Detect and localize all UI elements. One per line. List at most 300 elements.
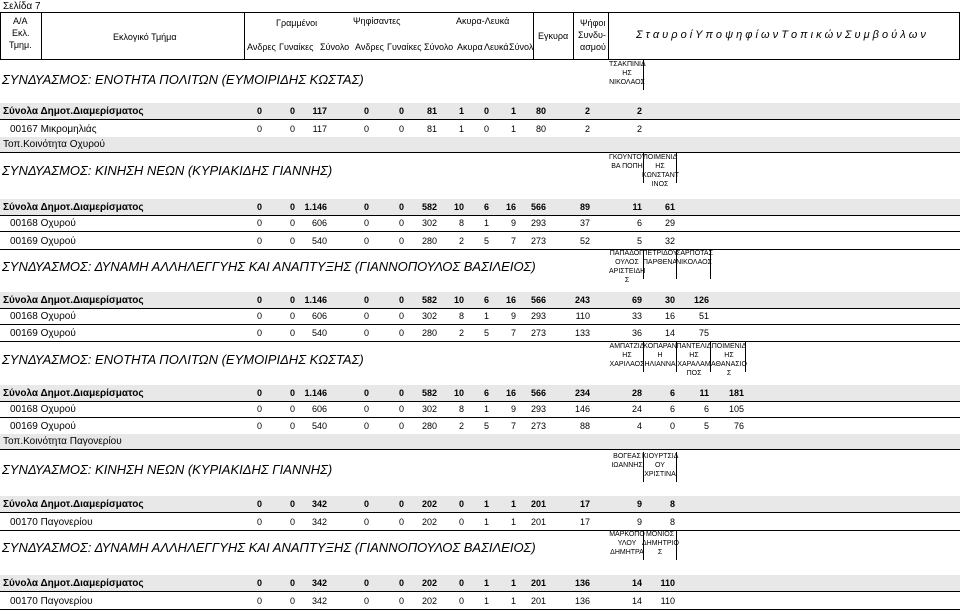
coalition-title: ΣΥΝΔΥΑΣΜΟΣ: ΔΥΝΑΜΗ ΑΛΛΗΛΕΓΓΥΗΣ ΚΑΙ ΑΝΑΠΤΥΞΗΣ (ΓΙΑΝΝΟΠΟΥΛΟΣ ΒΑΣΙΛΕΙΟΣ) bbox=[2, 540, 536, 555]
table-cell: 0 bbox=[256, 421, 262, 431]
table-cell: 0 bbox=[256, 388, 262, 398]
table-cell: 0 bbox=[289, 295, 295, 305]
table-cell: 16 bbox=[664, 311, 675, 321]
table-cell: 5 bbox=[703, 421, 709, 431]
table-cell: 566 bbox=[530, 295, 546, 305]
table-row-label: Σύνολα Δημοτ.Διαμερίσματος bbox=[3, 106, 144, 117]
candidate-name: ΠΑΠΑΔΟΠ ΟΥΛΟΣ ΑΡΙΣΤΕΙΔΗ Σ bbox=[609, 250, 646, 284]
table-cell: 9 bbox=[636, 517, 642, 527]
table-cell: 1 bbox=[510, 517, 516, 527]
table-cell: 2 bbox=[458, 328, 464, 338]
row-rule bbox=[0, 308, 960, 309]
table-cell: 0 bbox=[289, 202, 295, 212]
table-cell: 273 bbox=[530, 236, 546, 246]
table-cell: 0 bbox=[363, 328, 369, 338]
table-cell: 9 bbox=[510, 404, 516, 414]
psifoi-cell bbox=[578, 293, 602, 308]
header-gynaikes2: Γυναίκες bbox=[387, 42, 422, 52]
table-cell: 540 bbox=[311, 236, 327, 246]
table-cell: 0 bbox=[289, 106, 295, 116]
table-cell: 1 bbox=[483, 517, 489, 527]
candidate-name: ΜΟΝΙΟΣ ΔΗΜΗΤΡΙΟ Σ bbox=[642, 531, 679, 556]
table-cell: 293 bbox=[530, 218, 546, 228]
table-row-label: 00170 Παγονερίου bbox=[10, 596, 93, 607]
psifoi-cell bbox=[578, 200, 602, 215]
candidate-divider bbox=[676, 452, 677, 482]
table-cell: 0 bbox=[256, 124, 262, 134]
header-akyra-leuka: Ακυρα-Λευκά bbox=[456, 16, 510, 26]
hdr-divider bbox=[533, 12, 534, 60]
table-row-label: 00170 Παγονερίου bbox=[10, 517, 93, 528]
header-tmim: Τμημ. bbox=[9, 40, 32, 50]
hdr-divider bbox=[608, 12, 609, 60]
table-cell: 5 bbox=[483, 421, 489, 431]
table-cell: 0 bbox=[256, 106, 262, 116]
table-cell: 36 bbox=[631, 328, 642, 338]
table-cell: 0 bbox=[256, 517, 262, 527]
table-cell: 293 bbox=[530, 404, 546, 414]
table-cell: 342 bbox=[311, 596, 327, 606]
psifoi-cell bbox=[578, 594, 602, 609]
psifoi-cell bbox=[578, 326, 602, 341]
candidate-divider bbox=[676, 530, 677, 560]
row-rule bbox=[0, 401, 960, 402]
psifoi-cell bbox=[578, 576, 602, 591]
table-cell: 5 bbox=[483, 236, 489, 246]
row-rule bbox=[0, 249, 960, 250]
header-synol3: Σύνολ bbox=[509, 42, 534, 52]
table-row-label: Σύνολα Δημοτ.Διαμερίσματος bbox=[3, 295, 144, 306]
header-stavroi: Σ τ α υ ρ ο ί Υ π ο ψ η φ ί ω ν Τ ο π ι κ ώ ν Σ υ μ β ο ύ λ ω ν bbox=[636, 29, 926, 41]
table-cell: 146 bbox=[574, 404, 590, 414]
candidate-name: ΤΣΑΚΠΙΝΙΔ ΗΣ ΝΙΚΟΛΑΟΣ bbox=[609, 61, 646, 86]
table-cell: 1 bbox=[483, 578, 489, 588]
table-cell: 582 bbox=[421, 202, 437, 212]
table-cell: 181 bbox=[728, 388, 744, 398]
table-cell: 0 bbox=[458, 517, 464, 527]
table-row-label: 00168 Οχυρού bbox=[10, 404, 76, 415]
candidate-name: ΠΕΤΡΙΔΟΥ ΠΑΡΘΕΝΑ bbox=[642, 250, 678, 266]
candidate-name: ΜΑΡΚΟΠΟ ΥΛΟΥ ΔΗΜΗΤΡΑ bbox=[609, 531, 645, 556]
table-cell: 7 bbox=[510, 328, 516, 338]
coalition-title: ΣΥΝΔΥΑΣΜΟΣ: ΕΝΟΤΗΤΑ ΠΟΛΙΤΩΝ (ΕΥΜΟΙΡΙΔΗΣ ΚΩΣΤΑΣ) bbox=[2, 352, 364, 367]
candidate-name: ΑΜΠΑΤΖΙΔ ΗΣ ΧΑΡΙΛΑΟΣ bbox=[609, 343, 645, 368]
table-cell: 0 bbox=[256, 311, 262, 321]
header-synolo2: Σύνολο bbox=[424, 42, 454, 52]
row-rule bbox=[0, 324, 960, 325]
header-akyra: Ακυρα bbox=[457, 42, 483, 52]
table-cell: 11 bbox=[632, 202, 642, 212]
table-cell: 0 bbox=[363, 295, 369, 305]
table-cell: 52 bbox=[579, 236, 590, 246]
psifoi-cell bbox=[578, 497, 602, 512]
table-row-label: 00167 Μικρομηλιάς bbox=[10, 124, 97, 135]
table-cell: 0 bbox=[363, 499, 369, 509]
row-rule bbox=[0, 530, 960, 531]
header-section: Εκλογικό Τμήμα bbox=[113, 32, 177, 42]
table-cell: 201 bbox=[530, 596, 546, 606]
table-cell: 0 bbox=[363, 517, 369, 527]
table-cell: 17 bbox=[579, 517, 590, 527]
table-cell: 1 bbox=[510, 578, 516, 588]
table-cell: 0 bbox=[398, 421, 404, 431]
header-leuka: Λευκά bbox=[484, 42, 509, 52]
row-rule bbox=[0, 417, 960, 418]
table-cell: 0 bbox=[289, 421, 295, 431]
table-cell: 201 bbox=[530, 517, 546, 527]
row-rule bbox=[0, 449, 960, 450]
table-cell: 201 bbox=[530, 578, 546, 588]
table-cell: 0 bbox=[458, 578, 464, 588]
table-cell: 136 bbox=[574, 596, 590, 606]
table-cell: 0 bbox=[289, 388, 295, 398]
table-cell: 11 bbox=[699, 388, 709, 398]
table-cell: 117 bbox=[312, 106, 327, 116]
table-cell: 0 bbox=[458, 596, 464, 606]
table-cell: 1 bbox=[458, 124, 464, 134]
table-cell: 0 bbox=[289, 596, 295, 606]
psifoi-cell bbox=[578, 419, 602, 434]
table-cell: 0 bbox=[398, 328, 404, 338]
header-gynaikes: Γυναίκες bbox=[279, 42, 314, 52]
table-cell: 540 bbox=[311, 421, 327, 431]
candidate-divider bbox=[643, 60, 644, 90]
candidate-divider bbox=[745, 342, 746, 372]
table-cell: 6 bbox=[636, 218, 642, 228]
table-row-label: Σύνολα Δημοτ.Διαμερίσματος bbox=[3, 202, 144, 213]
psifoi-cell bbox=[578, 515, 602, 530]
header-synd: Συνδυ- bbox=[578, 30, 606, 40]
header-asmou: ασμού bbox=[580, 42, 606, 52]
coalition-title: ΣΥΝΔΥΑΣΜΟΣ: ΚΙΝΗΣΗ ΝΕΩΝ (ΚΥΡΙΑΚΙΔΗΣ ΓΙΑΝΝΗΣ) bbox=[2, 462, 333, 477]
table-cell: 105 bbox=[728, 404, 744, 414]
table-cell: 16 bbox=[505, 295, 516, 305]
table-cell: 302 bbox=[421, 404, 437, 414]
table-cell: 51 bbox=[698, 311, 709, 321]
table-cell: 606 bbox=[311, 311, 327, 321]
table-cell: 0 bbox=[256, 295, 262, 305]
table-cell: 1 bbox=[483, 311, 489, 321]
row-rule bbox=[0, 512, 960, 513]
table-cell: 1.146 bbox=[304, 295, 327, 305]
table-cell: 110 bbox=[575, 311, 590, 321]
psifoi-cell bbox=[578, 104, 602, 119]
table-cell: 126 bbox=[693, 295, 709, 305]
table-cell: 0 bbox=[398, 404, 404, 414]
table-cell: 80 bbox=[535, 106, 546, 116]
table-cell: 0 bbox=[398, 388, 404, 398]
table-cell: 606 bbox=[311, 404, 327, 414]
table-cell: 0 bbox=[363, 421, 369, 431]
table-cell: 8 bbox=[458, 218, 464, 228]
table-row-label: 00169 Οχυρού bbox=[10, 236, 76, 247]
table-cell: 133 bbox=[574, 328, 590, 338]
table-cell: 540 bbox=[311, 328, 327, 338]
table-cell: 0 bbox=[256, 499, 262, 509]
candidate-divider bbox=[710, 249, 711, 279]
table-cell: 0 bbox=[289, 311, 295, 321]
table-cell: 2 bbox=[458, 236, 464, 246]
candidate-name: ΣΑΡΠΟΤΑΣ ΝΙΚΟΛΑΟΣ bbox=[676, 250, 713, 266]
table-cell: 2 bbox=[584, 106, 590, 116]
table-cell: 243 bbox=[574, 295, 590, 305]
table-cell: 7 bbox=[510, 421, 516, 431]
header-andres2: Ανδρες bbox=[355, 42, 384, 52]
header-synolo: Σύνολο bbox=[320, 42, 350, 52]
table-cell: 0 bbox=[398, 578, 404, 588]
table-cell: 202 bbox=[421, 596, 437, 606]
table-cell: 2 bbox=[636, 106, 642, 116]
header-grammenoi: Γραμμένοι bbox=[276, 18, 318, 28]
row-rule bbox=[0, 119, 960, 120]
psifoi-cell bbox=[578, 216, 602, 231]
table-cell: 4 bbox=[636, 421, 642, 431]
table-cell: 1 bbox=[483, 404, 489, 414]
table-cell: 273 bbox=[530, 421, 546, 431]
psifoi-cell bbox=[578, 234, 602, 249]
table-cell: 14 bbox=[631, 578, 642, 588]
candidate-name: ΠΟΙΜΕΝΙΔ ΗΣ ΑΘΑΝΑΣΙΟ Σ bbox=[711, 343, 747, 377]
table-cell: 234 bbox=[574, 388, 590, 398]
table-row-label: Σύνολα Δημοτ.Διαμερίσματος bbox=[3, 388, 144, 399]
table-cell: 117 bbox=[312, 124, 327, 134]
table-cell: 202 bbox=[421, 499, 437, 509]
table-cell: 5 bbox=[636, 236, 642, 246]
candidate-divider bbox=[676, 153, 677, 183]
table-cell: 76 bbox=[733, 421, 744, 431]
table-cell: 14 bbox=[664, 328, 675, 338]
topo-label: Τοπ.Κοινότητα Παγονερίου bbox=[3, 436, 122, 447]
psifoi-cell bbox=[578, 402, 602, 417]
table-cell: 1 bbox=[458, 106, 464, 116]
psifoi-cell bbox=[578, 122, 602, 137]
table-cell: 0 bbox=[363, 202, 369, 212]
table-cell: 29 bbox=[664, 218, 675, 228]
table-cell: 136 bbox=[574, 578, 590, 588]
table-cell: 0 bbox=[256, 578, 262, 588]
table-cell: 280 bbox=[421, 421, 437, 431]
table-cell: 0 bbox=[398, 202, 404, 212]
header-frame bbox=[0, 12, 960, 60]
table-row-label: Σύνολα Δημοτ.Διαμερίσματος bbox=[3, 578, 144, 589]
hdr-divider bbox=[573, 12, 574, 60]
row-rule bbox=[0, 591, 960, 592]
coalition-title: ΣΥΝΔΥΑΣΜΟΣ: ΕΝΟΤΗΤΑ ΠΟΛΙΤΩΝ (ΕΥΜΟΙΡΙΔΗΣ ΚΩΣΤΑΣ) bbox=[2, 72, 364, 87]
candidate-name: ΒΟΓΕΑΣ ΙΩΑΝΝΗΣ bbox=[611, 453, 643, 469]
table-cell: 0 bbox=[363, 596, 369, 606]
table-cell: 2 bbox=[458, 421, 464, 431]
table-cell: 280 bbox=[421, 236, 437, 246]
candidate-name: ΚΟΠΑΡΑΝ Η ΗΛΙΑΝΝΑ bbox=[643, 343, 677, 368]
candidate-name: ΓΚΟΥΝΤΟΥ ΒΑ ΠΟΠΗ bbox=[609, 154, 647, 170]
table-cell: 0 bbox=[398, 218, 404, 228]
table-cell: 0 bbox=[256, 236, 262, 246]
table-cell: 302 bbox=[421, 311, 437, 321]
hdr-divider bbox=[41, 12, 42, 60]
table-cell: 1 bbox=[510, 499, 516, 509]
table-cell: 1 bbox=[510, 106, 516, 116]
header-ekl: Εκλ. bbox=[12, 28, 30, 38]
table-cell: 201 bbox=[530, 499, 546, 509]
table-cell: 16 bbox=[505, 202, 516, 212]
topo-label: Τοπ.Κοινότητα Οχυρού bbox=[3, 139, 105, 150]
table-cell: 0 bbox=[483, 124, 489, 134]
table-cell: 81 bbox=[426, 106, 437, 116]
table-cell: 0 bbox=[289, 404, 295, 414]
table-cell: 566 bbox=[530, 388, 546, 398]
candidate-name: ΠΟΙΜΕΝΙΔ ΗΣ ΚΩΝΣΤΑΝΤ ΙΝΟΣ bbox=[642, 154, 680, 188]
table-cell: 9 bbox=[510, 218, 516, 228]
table-cell: 0 bbox=[363, 236, 369, 246]
table-cell: 0 bbox=[363, 106, 369, 116]
table-cell: 0 bbox=[669, 421, 675, 431]
table-cell: 8 bbox=[669, 517, 675, 527]
header-psifisantes: Ψηφίσαντες bbox=[353, 16, 401, 26]
table-cell: 606 bbox=[311, 218, 327, 228]
table-cell: 280 bbox=[421, 328, 437, 338]
row-rule bbox=[0, 231, 960, 232]
table-cell: 0 bbox=[289, 328, 295, 338]
table-cell: 1 bbox=[483, 499, 489, 509]
table-cell: 582 bbox=[421, 388, 437, 398]
table-cell: 0 bbox=[289, 218, 295, 228]
table-cell: 1 bbox=[510, 596, 516, 606]
table-cell: 0 bbox=[363, 218, 369, 228]
table-cell: 0 bbox=[289, 499, 295, 509]
hdr-divider bbox=[244, 12, 245, 60]
table-row-label: 00169 Οχυρού bbox=[10, 421, 76, 432]
header-andres: Ανδρες bbox=[247, 42, 276, 52]
table-cell: 0 bbox=[363, 578, 369, 588]
row-rule bbox=[0, 215, 960, 216]
topo-shade bbox=[0, 434, 960, 449]
table-cell: 110 bbox=[660, 578, 675, 588]
table-cell: 2 bbox=[584, 124, 590, 134]
table-cell: 0 bbox=[289, 124, 295, 134]
table-cell: 10 bbox=[453, 295, 464, 305]
table-cell: 7 bbox=[510, 236, 516, 246]
psifoi-cell bbox=[578, 309, 602, 324]
table-cell: 0 bbox=[256, 596, 262, 606]
table-cell: 0 bbox=[398, 236, 404, 246]
table-cell: 0 bbox=[289, 578, 295, 588]
table-cell: 32 bbox=[664, 236, 675, 246]
table-cell: 0 bbox=[256, 202, 262, 212]
coalition-title: ΣΥΝΔΥΑΣΜΟΣ: ΔΥΝΑΜΗ ΑΛΛΗΛΕΓΓΥΗΣ ΚΑΙ ΑΝΑΠΤΥΞΗΣ (ΓΙΑΝΝΟΠΟΥΛΟΣ ΒΑΣΙΛΕΙΟΣ) bbox=[2, 259, 536, 274]
table-cell: 28 bbox=[631, 388, 642, 398]
table-cell: 0 bbox=[363, 311, 369, 321]
table-cell: 0 bbox=[363, 124, 369, 134]
table-cell: 0 bbox=[458, 499, 464, 509]
table-cell: 0 bbox=[398, 124, 404, 134]
table-cell: 88 bbox=[579, 421, 590, 431]
table-cell: 6 bbox=[483, 202, 489, 212]
table-cell: 1.146 bbox=[304, 202, 327, 212]
table-cell: 8 bbox=[458, 311, 464, 321]
table-cell: 1 bbox=[483, 596, 489, 606]
table-cell: 69 bbox=[631, 295, 642, 305]
table-cell: 75 bbox=[698, 328, 709, 338]
table-cell: 302 bbox=[421, 218, 437, 228]
candidate-name: ΚΙΟΥΡΤΣΙΔ ΟΥ ΧΡΙΣΤΙΝΑ bbox=[642, 453, 679, 478]
table-cell: 14 bbox=[631, 596, 642, 606]
table-cell: 0 bbox=[256, 404, 262, 414]
table-cell: 342 bbox=[311, 578, 327, 588]
table-cell: 16 bbox=[505, 388, 516, 398]
table-cell: 30 bbox=[664, 295, 675, 305]
table-cell: 342 bbox=[311, 517, 327, 527]
table-cell: 5 bbox=[483, 328, 489, 338]
header-psifoi: Ψήφοι bbox=[580, 18, 606, 28]
table-cell: 0 bbox=[256, 218, 262, 228]
table-cell: 0 bbox=[398, 499, 404, 509]
table-cell: 0 bbox=[256, 328, 262, 338]
topo-shade bbox=[0, 137, 960, 152]
candidate-name: ΠΑΝΤΕΛΙΔ ΗΣ ΧΑΡΑΛΑΜ ΠΟΣ bbox=[676, 343, 712, 377]
table-cell: 0 bbox=[398, 295, 404, 305]
table-cell: 273 bbox=[530, 328, 546, 338]
table-cell: 293 bbox=[530, 311, 546, 321]
table-cell: 10 bbox=[453, 388, 464, 398]
table-cell: 6 bbox=[669, 404, 675, 414]
table-cell: 80 bbox=[535, 124, 546, 134]
table-cell: 33 bbox=[631, 311, 642, 321]
coalition-title: ΣΥΝΔΥΑΣΜΟΣ: ΚΙΝΗΣΗ ΝΕΩΝ (ΚΥΡΙΑΚΙΔΗΣ ΓΙΑΝΝΗΣ) bbox=[2, 163, 333, 178]
table-cell: 81 bbox=[426, 124, 437, 134]
table-cell: 6 bbox=[669, 388, 675, 398]
table-cell: 342 bbox=[311, 499, 327, 509]
table-cell: 89 bbox=[579, 202, 590, 212]
table-cell: 202 bbox=[421, 517, 437, 527]
table-cell: 0 bbox=[398, 311, 404, 321]
table-cell: 1 bbox=[510, 124, 516, 134]
header-egkyra: Εγκυρα bbox=[538, 31, 569, 41]
row-rule bbox=[0, 152, 960, 153]
table-cell: 9 bbox=[636, 499, 642, 509]
page-title: Σελίδα 7 bbox=[3, 1, 41, 12]
table-cell: 8 bbox=[669, 499, 675, 509]
table-cell: 0 bbox=[363, 404, 369, 414]
table-cell: 10 bbox=[453, 202, 464, 212]
table-cell: 0 bbox=[483, 106, 489, 116]
table-cell: 0 bbox=[289, 236, 295, 246]
table-cell: 2 bbox=[636, 124, 642, 134]
table-cell: 1.146 bbox=[304, 388, 327, 398]
table-cell: 566 bbox=[530, 202, 546, 212]
table-cell: 6 bbox=[703, 404, 709, 414]
table-cell: 0 bbox=[398, 517, 404, 527]
table-cell: 37 bbox=[579, 218, 590, 228]
table-cell: 9 bbox=[510, 311, 516, 321]
table-cell: 202 bbox=[421, 578, 437, 588]
table-cell: 8 bbox=[458, 404, 464, 414]
table-row-label: 00168 Οχυρού bbox=[10, 311, 76, 322]
table-cell: 0 bbox=[363, 388, 369, 398]
header-ae: Α/Α bbox=[13, 16, 28, 26]
table-cell: 0 bbox=[398, 596, 404, 606]
table-cell: 0 bbox=[398, 106, 404, 116]
table-row-label: 00168 Οχυρού bbox=[10, 218, 76, 229]
table-row-label: 00169 Οχυρού bbox=[10, 328, 76, 339]
table-cell: 17 bbox=[579, 499, 590, 509]
table-cell: 0 bbox=[289, 517, 295, 527]
table-cell: 6 bbox=[483, 388, 489, 398]
table-row-label: Σύνολα Δημοτ.Διαμερίσματος bbox=[3, 499, 144, 510]
row-rule bbox=[0, 341, 960, 342]
psifoi-cell bbox=[578, 386, 602, 401]
table-cell: 6 bbox=[483, 295, 489, 305]
table-cell: 1 bbox=[483, 218, 489, 228]
